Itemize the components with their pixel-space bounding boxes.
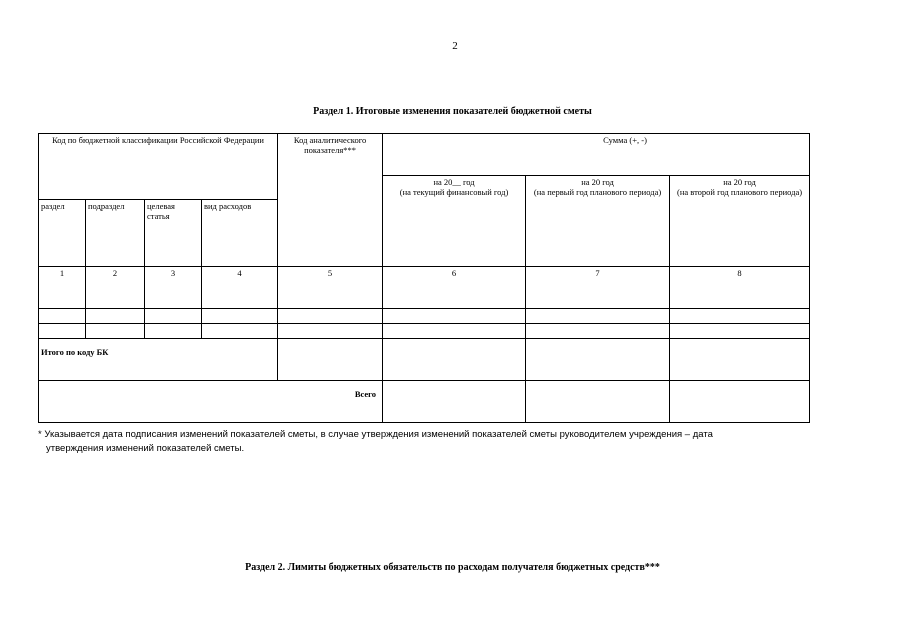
subheader-expense-type: вид расходов [202,200,278,267]
header-year-current: на 20__ год (на текущий финансовый год) [383,176,526,267]
section1-title: Раздел 1. Итоговые изменения показателей бюджетной сметы [313,106,592,117]
subheader-subsection: подраздел [86,200,145,267]
section2-title: Раздел 2. Лимиты бюджетных обязательств по расходам получателя бюджетных средств*** [245,562,660,573]
subheader-section: раздел [39,200,86,267]
footnote-line-2: утверждения изменений показателей сметы. [46,442,245,454]
footnote [38,428,838,456]
header-bk-code: Код по бюджетной классификации Российской Федерации [39,134,278,200]
column-number: 6 [383,267,526,309]
header-sum: Сумма (+, -) [383,134,810,176]
header-year-first: на 20 год (на первый год планового периода) [526,176,670,267]
grand-total-label: Всего [39,381,383,423]
column-number: 1 [39,267,86,309]
column-number: 4 [202,267,278,309]
column-number: 8 [670,267,810,309]
table-row [39,309,810,324]
page-number: 2 [452,40,458,52]
header-analytic-code: Код аналитического показателя*** [278,134,383,267]
total-by-bk-label: Итого по коду БК [39,339,278,381]
column-number: 7 [526,267,670,309]
header-year-second: на 20 год (на второй год планового периода) [670,176,810,267]
budget-changes-table [38,133,810,423]
table-row [39,324,810,339]
footnote-line-1: * Указывается дата подписания изменений показателей сметы, в случае утверждения изменений показателей сметы руководителем учреждения – дата [38,429,713,440]
column-number: 3 [145,267,202,309]
column-number: 5 [278,267,383,309]
column-number: 2 [86,267,145,309]
subheader-target-article: целевая статья [145,200,202,267]
